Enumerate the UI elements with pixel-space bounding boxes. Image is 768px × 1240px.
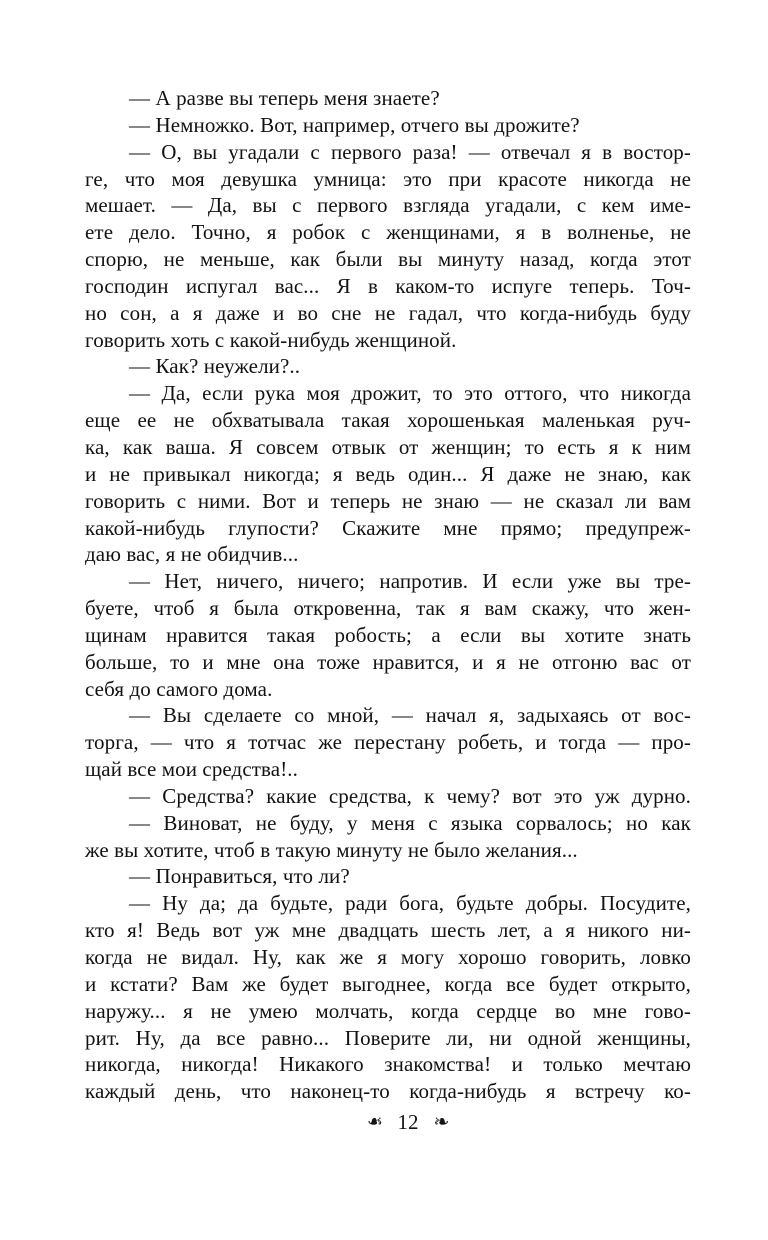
text-line: же вы хотите, чтоб в такую минуту не было желания... — [85, 837, 578, 862]
page-footer — [105, 1110, 711, 1135]
text-line: щай все мои средства!.. — [85, 757, 298, 782]
text-line: еще ее не обхватывала такая хорошенькая маленькая руч- — [85, 408, 691, 433]
page-text — [85, 85, 691, 1105]
text-line: каждый день, что наконец-то когда-нибудь я встречу ко- — [85, 1079, 691, 1104]
text-line: мешает. — Да, вы с первого взгляда угадали, с кем име- — [85, 193, 691, 218]
text-line: наружу... я не умею молчать, когда сердце во мне гово- — [85, 998, 691, 1023]
text-line: ка, как ваша. Я совсем отвык от женщин; то есть я к ним — [85, 434, 691, 459]
fleuron-left-icon: ❧ — [366, 1111, 383, 1133]
text-line: спорю, не меньше, как были вы минуту назад, когда этот — [85, 247, 691, 272]
text-line: когда не видал. Ну, как же я могу хорошо говорить, ловко — [85, 945, 691, 969]
text-line: больше, то и мне она тоже нравится, и я не отгоню вас от — [85, 649, 691, 674]
text-line: — Средства? какие средства, к чему? вот это уж дурно. — [129, 783, 691, 808]
text-line: какой-нибудь глупости? Скажите мне прямо; предупреж- — [85, 515, 691, 540]
text-line: говорить хоть с какой-нибудь женщиной. — [85, 327, 457, 352]
text-line: — Понравиться, что ли? — [129, 864, 350, 889]
text-line: — А разве вы теперь меня знаете? — [129, 86, 440, 110]
text-line: никогда, никогда! Никакого знакомства! и только мечтаю — [85, 1052, 691, 1077]
text-line: — Вы сделаете со мной, — начал я, задыхаясь от вос- — [129, 703, 691, 728]
text-line: — Немножко. Вот, например, отчего вы дрожите? — [129, 112, 580, 137]
text-line: — Как? неужели?.. — [129, 354, 301, 379]
text-line: торга, — что я тотчас же перестану робеть, и тогда — про- — [85, 730, 691, 755]
text-line: и не привыкал никогда; я ведь один... Я даже не знаю, как — [85, 461, 691, 486]
text-line: — О, вы угадали с первого раза! — отвечал я в востор- — [129, 139, 691, 164]
text-line: говорить с ними. Вот и теперь не знаю — не сказал ли вам — [85, 488, 691, 513]
text-line: но сон, а я даже и во сне не гадал, что когда-нибудь буду — [85, 300, 691, 325]
page-number: 12 — [397, 1110, 419, 1134]
text-line: кто я! Ведь вот уж мне двадцать шесть лет, а я никого ни- — [85, 918, 691, 943]
text-line: щинам нравится такая робость; а если вы хотите знать — [85, 622, 691, 647]
text-line: — Виноват, не буду, у меня с языка сорвалось; но как — [129, 810, 691, 835]
text-line: даю вас, я не обидчив... — [85, 542, 299, 567]
text-line: — Ну да; да будьте, ради бога, будьте добры. Посудите, — [129, 891, 691, 916]
fleuron-right-icon: ❧ — [433, 1111, 450, 1133]
text-line: рит. Ну, да все равно... Поверите ли, ни одной женщины, — [85, 1025, 691, 1050]
text-line: — Да, если рука моя дрожит, то это оттого, что никогда — [129, 381, 691, 406]
text-line: и кстати? Вам же будет выгоднее, когда все будет открыто, — [85, 971, 691, 996]
text-line: господин испугал вас... Я в каком-то испуге теперь. Точ- — [85, 273, 691, 298]
text-line: ге, что моя девушка умница: это при красоте никогда не — [85, 166, 691, 191]
text-line: себя до самого дома. — [85, 676, 273, 701]
text-line: буете, чтоб я была откровенна, так я вам скажу, что жен- — [85, 596, 691, 621]
text-line: — Нет, ничего, ничего; напротив. И если уже вы тре- — [129, 569, 691, 594]
text-line: ете дело. Точно, я робок с женщинами, я в волненье, не — [85, 220, 691, 245]
